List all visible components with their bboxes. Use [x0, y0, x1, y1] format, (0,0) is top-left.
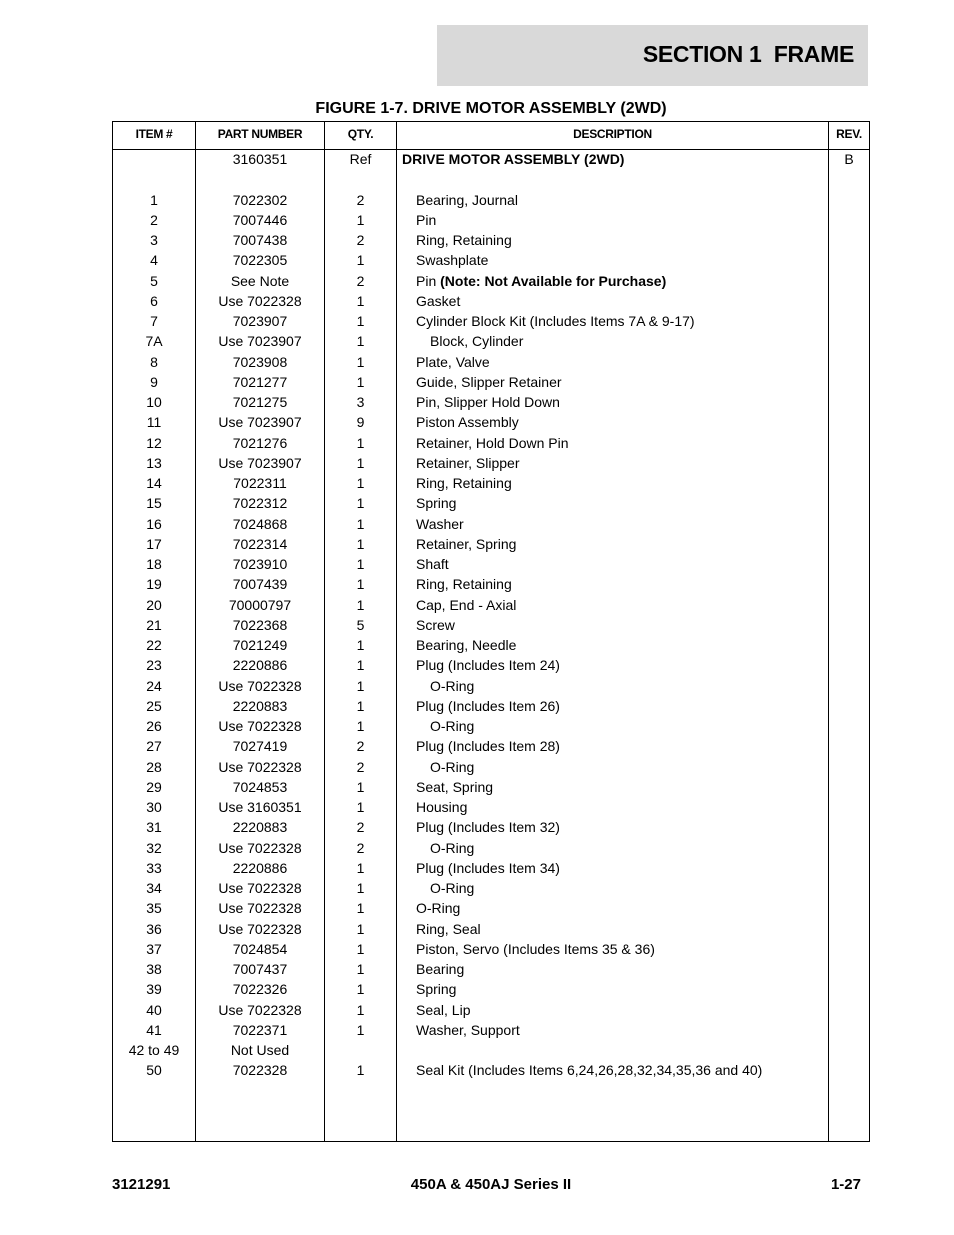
quantity: 1	[356, 920, 365, 937]
description-text: Plug (Includes Item 32)	[416, 819, 560, 836]
table-row	[113, 372, 869, 392]
table-row	[113, 392, 869, 412]
description	[402, 271, 841, 291]
description-text: O-Ring	[416, 900, 461, 917]
description	[402, 757, 855, 777]
table-row	[113, 453, 869, 473]
description	[402, 716, 855, 736]
description-note: (Note: Not Available for Purchase)	[440, 272, 667, 289]
item-number: 37	[146, 940, 162, 957]
table-row	[113, 190, 869, 210]
item-number: 31	[146, 819, 162, 836]
table-row	[113, 412, 869, 432]
table-row	[113, 595, 869, 615]
part-number: 7022302	[232, 191, 288, 208]
description	[402, 797, 841, 817]
spacer-row	[113, 169, 869, 189]
part-number: 7027419	[232, 738, 288, 755]
description	[402, 190, 841, 210]
part-number: Use 7022328	[218, 839, 302, 856]
item-number: 35	[146, 900, 162, 917]
part-number: 7022371	[232, 1021, 288, 1038]
description-text: Retainer, Spring	[416, 535, 517, 552]
description	[402, 635, 841, 655]
item-number: 27	[146, 738, 162, 755]
quantity: 1	[356, 333, 365, 350]
description	[402, 1000, 841, 1020]
part-number: 7021277	[232, 373, 288, 390]
item-number: 34	[146, 880, 162, 896]
table-row	[113, 1000, 869, 1020]
part-number: Use 7022328	[218, 920, 302, 937]
quantity: 2	[356, 819, 365, 836]
part-number: Use 7022328	[218, 718, 302, 734]
item-number: 17	[146, 535, 162, 552]
part-number: 7022305	[232, 252, 288, 269]
item-number: 50	[146, 1062, 162, 1079]
table-row	[113, 898, 869, 918]
figure-title: FIGURE 1-7. DRIVE MOTOR ASSEMBLY (2WD)	[315, 100, 667, 117]
description	[402, 433, 841, 453]
description-text: Block, Cylinder	[430, 333, 524, 350]
description	[402, 595, 841, 615]
part-number: Use 7022328	[218, 677, 302, 694]
item-number: 13	[146, 454, 162, 471]
quantity: Ref	[349, 151, 372, 167]
description-text: Washer	[416, 515, 464, 532]
quantity: 2	[356, 839, 365, 856]
quantity: 1	[356, 1001, 365, 1018]
description	[402, 514, 841, 534]
description-text: Bearing, Needle	[416, 637, 517, 653]
table-row	[113, 331, 869, 351]
quantity: 2	[356, 272, 365, 289]
part-number: 7021276	[232, 434, 288, 451]
table-row	[113, 1060, 869, 1080]
quantity: 2	[356, 758, 365, 775]
description-text: Ring, Retaining	[416, 475, 512, 491]
item-number: 5	[150, 272, 158, 289]
description	[402, 574, 841, 594]
part-number: Use 7022328	[218, 292, 302, 309]
part-number: 3160351	[232, 151, 288, 167]
table-row	[113, 534, 869, 554]
part-number: 70000797	[228, 596, 292, 613]
description-text: Retainer, Hold Down Pin	[416, 434, 569, 451]
description-text: Plug (Includes Item 24)	[416, 657, 560, 674]
quantity: 1	[356, 596, 365, 613]
part-number: 7023908	[232, 353, 288, 370]
table-row	[113, 1040, 869, 1060]
table-row	[113, 635, 869, 655]
item-number: 39	[146, 981, 162, 998]
description	[402, 392, 841, 412]
description-text: Ring, Retaining	[416, 576, 512, 593]
description-text: Bearing, Journal	[416, 191, 518, 208]
part-number: 7022311	[233, 475, 287, 491]
quantity: 1	[356, 677, 365, 694]
doc-number: 3121291	[112, 1176, 171, 1193]
description-text: Pin	[416, 211, 437, 228]
assembly-description: DRIVE MOTOR ASSEMBLY (2WD)	[402, 151, 625, 167]
description-text: Seat, Spring	[416, 778, 494, 795]
quantity: 3	[356, 394, 365, 410]
item-number: 38	[146, 961, 162, 977]
part-number: 7007438	[232, 232, 288, 248]
description	[402, 331, 855, 351]
quantity: 1	[356, 657, 365, 674]
quantity: 1	[356, 778, 365, 795]
table-row	[113, 919, 869, 939]
quantity: 1	[356, 556, 365, 572]
part-number: 7021249	[232, 637, 288, 653]
description	[402, 615, 841, 635]
quantity: 1	[356, 637, 365, 653]
description	[402, 858, 841, 878]
description	[402, 311, 841, 331]
table-row	[113, 979, 869, 999]
table-row	[113, 817, 869, 837]
quantity: 2	[356, 191, 365, 208]
description	[402, 736, 841, 756]
description-text: Piston, Servo (Includes Items 35 & 36)	[416, 940, 655, 957]
quantity: 1	[356, 252, 365, 269]
part-number: 7021275	[232, 394, 288, 410]
part-number: 7024853	[232, 778, 288, 795]
description-text: Bearing	[416, 961, 465, 977]
description	[402, 898, 841, 918]
item-number: 7A	[145, 333, 163, 350]
description-text: Pin, Slipper Hold Down	[416, 394, 560, 410]
item-number: 10	[146, 394, 162, 410]
table-row	[113, 554, 869, 574]
table-row	[113, 838, 869, 858]
description	[402, 939, 841, 959]
quantity: 1	[356, 940, 365, 957]
description	[402, 250, 841, 270]
item-number: 11	[146, 414, 162, 431]
quantity: 1	[356, 1021, 365, 1038]
quantity: 1	[356, 981, 365, 998]
item-number: 8	[150, 353, 158, 370]
part-number: Not Used	[230, 1042, 290, 1058]
table-row	[113, 271, 869, 291]
col-header-part-number: PART NUMBER	[217, 127, 303, 141]
item-number: 15	[146, 495, 162, 512]
item-number: 6	[150, 292, 158, 309]
table-row	[113, 696, 869, 716]
description-text: Plate, Valve	[416, 353, 490, 370]
quantity: 1	[356, 535, 365, 552]
part-number: 7024868	[232, 515, 288, 532]
quantity: 2	[356, 232, 365, 248]
description	[402, 919, 841, 939]
description	[402, 230, 841, 250]
item-number: 14	[146, 475, 162, 491]
item-number: 24	[146, 677, 162, 694]
item-number: 20	[146, 596, 162, 613]
item-number: 22	[146, 637, 162, 653]
quantity: 1	[356, 454, 365, 471]
table-row	[113, 676, 869, 696]
description-text: Seal, Lip	[416, 1001, 471, 1018]
description	[402, 291, 841, 311]
table-row	[113, 514, 869, 534]
table-row	[113, 574, 869, 594]
description-text: Spring	[416, 495, 457, 512]
table-row	[113, 777, 869, 797]
table-row	[113, 655, 869, 675]
quantity: 1	[356, 353, 365, 370]
description-text: Seal Kit (Includes Items 6,24,26,28,32,34,35,36 and 40)	[416, 1062, 763, 1079]
part-number: Use 7023907	[218, 333, 302, 350]
description	[402, 372, 841, 392]
quantity: 9	[356, 414, 365, 431]
description-text: O-Ring	[430, 880, 475, 896]
table-row	[113, 736, 869, 756]
table-row	[113, 493, 869, 513]
quantity: 1	[356, 900, 365, 917]
table-row	[113, 939, 869, 959]
description	[402, 453, 841, 473]
quantity: 1	[356, 495, 365, 512]
item-number: 7	[150, 313, 158, 329]
description	[402, 817, 841, 837]
description	[402, 1060, 841, 1080]
quantity: 1	[356, 880, 365, 896]
description-text: Housing	[416, 799, 468, 815]
quantity: 1	[356, 292, 365, 309]
item-number: 36	[146, 920, 162, 937]
item-number: 28	[146, 758, 162, 775]
description	[402, 838, 855, 858]
description-text: Retainer, Slipper	[416, 454, 520, 471]
description	[402, 959, 841, 979]
part-number: 7022328	[232, 1062, 288, 1079]
table-row	[113, 311, 869, 331]
item-number: 23	[146, 657, 162, 674]
description	[402, 777, 841, 797]
description	[402, 412, 841, 432]
quantity: 1	[356, 434, 365, 451]
item-number: 30	[146, 799, 162, 815]
col-header-item: ITEM #	[135, 127, 173, 141]
table-row	[113, 615, 869, 635]
table-row	[113, 291, 869, 311]
item-number: 41	[146, 1021, 162, 1038]
table-row	[113, 1020, 869, 1040]
part-number: 7023910	[232, 556, 288, 572]
quantity: 1	[356, 211, 365, 228]
table-row	[113, 352, 869, 372]
part-number: Use 3160351	[218, 799, 302, 815]
part-number: 7022312	[232, 495, 288, 512]
description-text: Ring, Seal	[416, 920, 481, 937]
item-number: 19	[146, 576, 162, 593]
item-number: 40	[146, 1001, 162, 1018]
part-number: 7007446	[232, 211, 288, 228]
description	[402, 473, 841, 493]
quantity: 1	[356, 373, 365, 390]
description	[402, 352, 841, 372]
item-number: 33	[146, 859, 162, 876]
table-row	[113, 473, 869, 493]
part-number: 2220883	[232, 819, 288, 836]
table-row	[113, 230, 869, 250]
item-number: 18	[146, 556, 162, 572]
revision: B	[844, 151, 854, 167]
item-number: 3	[150, 232, 158, 248]
section-header-box	[437, 25, 868, 86]
description-text: Screw	[416, 616, 455, 633]
description-text: Washer, Support	[416, 1021, 520, 1038]
part-number: 7022326	[232, 981, 288, 998]
part-number: 7007437	[232, 961, 288, 977]
item-number: 16	[146, 515, 162, 532]
table-body	[113, 149, 869, 1081]
description-text: Plug (Includes Item 26)	[416, 697, 560, 714]
part-number: 2220886	[232, 657, 288, 674]
item-number: 26	[146, 718, 162, 734]
part-number: Use 7022328	[218, 880, 302, 896]
part-number: Use 7023907	[218, 414, 302, 431]
description	[402, 878, 855, 898]
description-text: Plug (Includes Item 28)	[416, 738, 560, 755]
table-row	[113, 757, 869, 777]
description-text: Piston Assembly	[416, 414, 519, 431]
description	[402, 210, 841, 230]
table-row	[113, 858, 869, 878]
description	[402, 534, 841, 554]
part-number: 7007439	[232, 576, 288, 593]
table-row	[113, 433, 869, 453]
part-number: See Note	[230, 272, 290, 289]
quantity: 1	[356, 1062, 365, 1079]
part-number: 7022314	[232, 535, 288, 552]
item-number: 4	[150, 252, 158, 269]
description-text: O-Ring	[430, 839, 475, 856]
part-number: Use 7022328	[218, 758, 302, 775]
table-row	[113, 250, 869, 270]
part-number: Use 7022328	[218, 900, 302, 917]
description-text: Ring, Retaining	[416, 232, 512, 248]
part-number: 7024854	[232, 940, 288, 957]
quantity: 5	[356, 616, 365, 633]
item-number: 12	[146, 434, 162, 451]
description-text: Swashplate	[416, 252, 489, 269]
description-text: Cap, End - Axial	[416, 596, 517, 613]
item-number: 2	[150, 211, 158, 228]
description-text: Plug (Includes Item 34)	[416, 859, 560, 876]
description-text: O-Ring	[430, 677, 475, 694]
item-number: 29	[146, 778, 162, 795]
quantity: 1	[356, 576, 365, 593]
parts-table	[112, 121, 870, 1142]
item-number: 42 to 49	[128, 1042, 180, 1058]
quantity: 1	[356, 799, 365, 815]
item-number: 32	[146, 839, 162, 856]
description	[402, 676, 855, 696]
table-row	[113, 797, 869, 817]
col-header-description: DESCRIPTION	[573, 127, 652, 141]
quantity: 1	[356, 961, 365, 977]
description-text: Spring	[416, 981, 457, 998]
col-header-rev: REV.	[836, 127, 862, 141]
description	[402, 493, 841, 513]
quantity: 1	[356, 313, 365, 329]
part-number: Use 7023907	[218, 454, 302, 471]
item-number: 21	[146, 616, 162, 633]
description-text: O-Ring	[430, 718, 475, 734]
part-number: Use 7022328	[218, 1001, 302, 1018]
col-header-qty: QTY.	[347, 127, 374, 141]
table-row-reference	[113, 149, 869, 169]
quantity: 1	[356, 475, 365, 491]
section-title: SECTION 1 FRAME	[642, 41, 854, 67]
description	[402, 696, 841, 716]
part-number: 2220886	[232, 859, 288, 876]
description	[402, 554, 841, 574]
part-number: 2220883	[232, 697, 288, 714]
table-row	[113, 959, 869, 979]
parts-list	[113, 190, 869, 1081]
model-name: 450A & 450AJ Series II	[410, 1176, 572, 1193]
description-text: Pin	[416, 272, 441, 289]
description	[402, 979, 841, 999]
item-number: 9	[150, 373, 158, 390]
table-row	[113, 716, 869, 736]
description-text: O-Ring	[430, 758, 475, 775]
quantity: 1	[356, 515, 365, 532]
description-text: Guide, Slipper Retainer	[416, 373, 562, 390]
description	[402, 1020, 841, 1040]
description-text: Gasket	[416, 292, 461, 309]
quantity: 2	[356, 738, 365, 755]
quantity: 1	[356, 718, 365, 734]
part-number: 7023907	[232, 313, 288, 329]
description-text: Cylinder Block Kit (Includes Items 7A & 9-17)	[416, 313, 695, 329]
quantity: 1	[356, 859, 365, 876]
item-number: 25	[146, 697, 162, 714]
table-row	[113, 210, 869, 230]
description	[402, 655, 841, 675]
description-text: Shaft	[416, 556, 449, 572]
table-row	[113, 878, 869, 898]
item-number: 1	[150, 191, 158, 208]
part-number: 7022368	[232, 616, 288, 633]
page-number: 1-27	[830, 1176, 861, 1193]
quantity: 1	[356, 697, 365, 714]
